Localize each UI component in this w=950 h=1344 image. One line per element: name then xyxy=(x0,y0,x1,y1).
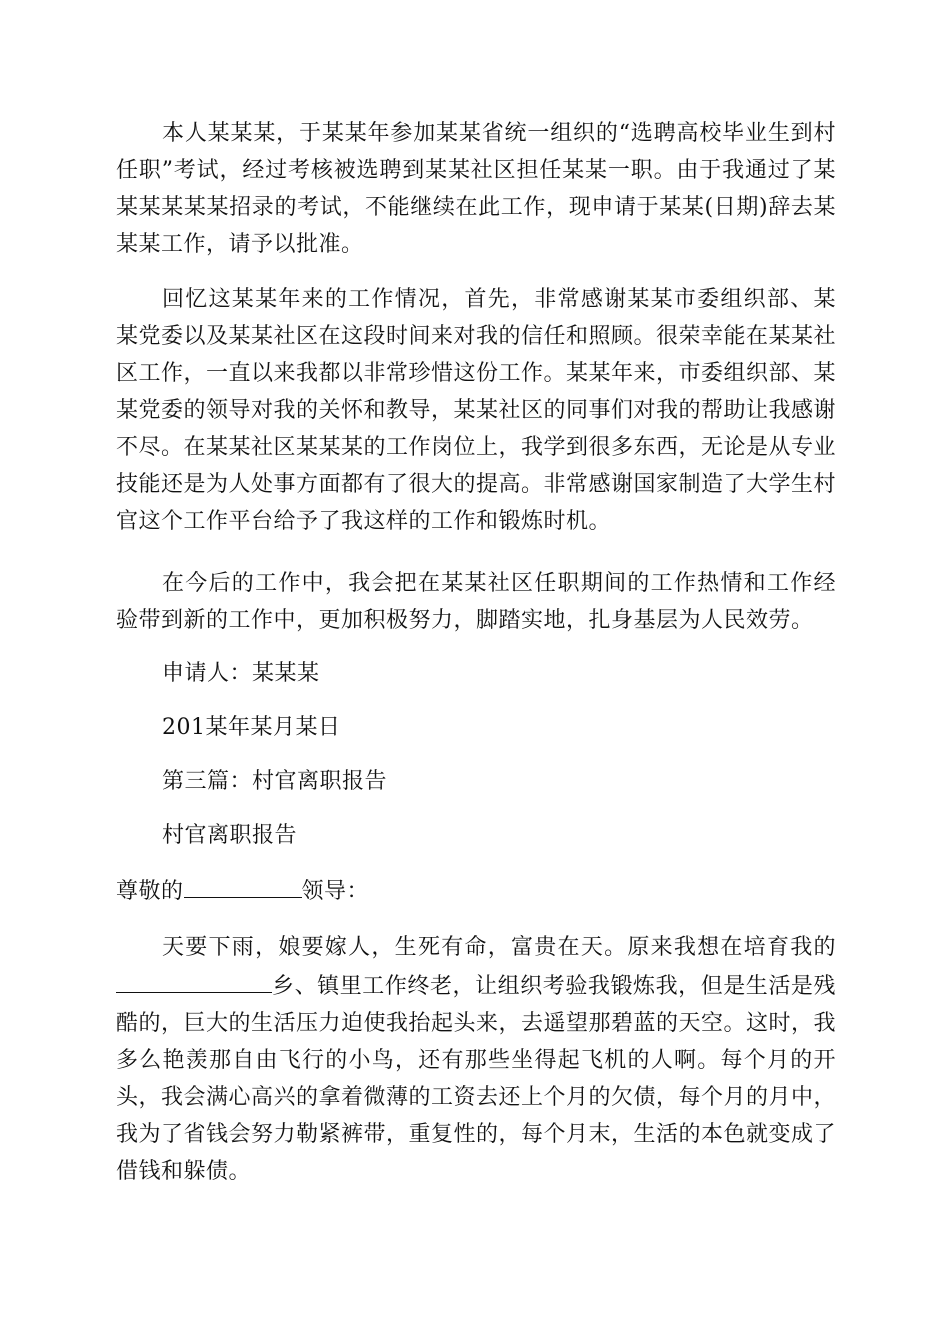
salutation-suffix: 领导： xyxy=(301,879,370,904)
section-heading: 第三篇：村官离职报告 xyxy=(162,769,388,794)
paragraph-recollection: 回忆这某某年来的工作情况，首先，非常感谢某某市委组织部、某某党委以及某某社区在这段时间来对我的信任和照顾。很荣幸能在某某社区工作，一直以来我都以非常珍惜这份工作。某某年来，市委组织部、某某党委的领导对我的关怀和教导，某某社区的同事们对我的帮助让我感谢不尽。在某某社区某某某的工作岗位上，我学到很多东西，无论是从专业技能还是为人处事方面都有了很大的提高。非常感谢国家制造了大学生村官这个工作平台给予了我这样的工作和锻炼时机。 xyxy=(116,287,837,534)
salutation xyxy=(116,871,836,910)
letter-body-part1: 天要下雨，娘要嫁人，生死有命，富贵在天。原来我想在培育我的 xyxy=(162,935,836,960)
letter-body-blank xyxy=(116,966,272,993)
report-title: 村官离职报告 xyxy=(162,823,298,848)
paragraph-resignation-request: 本人某某某，于某某年参加某某省统一组织的“选聘高校毕业生到村任职”考试，经过考核被选聘到某某社区担任某某一职。由于我通过了某某某某某某招录的考试，不能继续在此工作，现申请于某某(日期)辞去某某某工作，请予以批准。 xyxy=(116,121,836,257)
paragraph-letter-body xyxy=(116,929,836,1190)
letter-body-part2: 乡、镇里工作终老，让组织考验我锻炼我，但是生活是残酷的，巨大的生活压力迫使我抬起头来，去遥望那碧蓝的天空。这时，我多么艳羡那自由飞行的小鸟，还有那些坐得起飞机的人啊。每个月的开头，我会满心高兴的拿着微薄的工资去还上个月的欠债，每个月的月中，我为了省钱会努力勒紧裤带，重复性的，每个月末，生活的本色就变成了借钱和躲债。 xyxy=(116,974,837,1184)
paragraph-future: 在今后的工作中，我会把在某某社区任职期间的工作热情和工作经验带到新的工作中，更加积极努力，脚踏实地，扎身基层为人民效劳。 xyxy=(116,571,836,633)
salutation-prefix: 尊敬的 xyxy=(116,879,184,904)
applicant-signature: 申请人：某某某 xyxy=(162,661,320,686)
salutation-blank xyxy=(184,871,302,898)
signature-date: 201某年某月某日 xyxy=(162,715,341,740)
